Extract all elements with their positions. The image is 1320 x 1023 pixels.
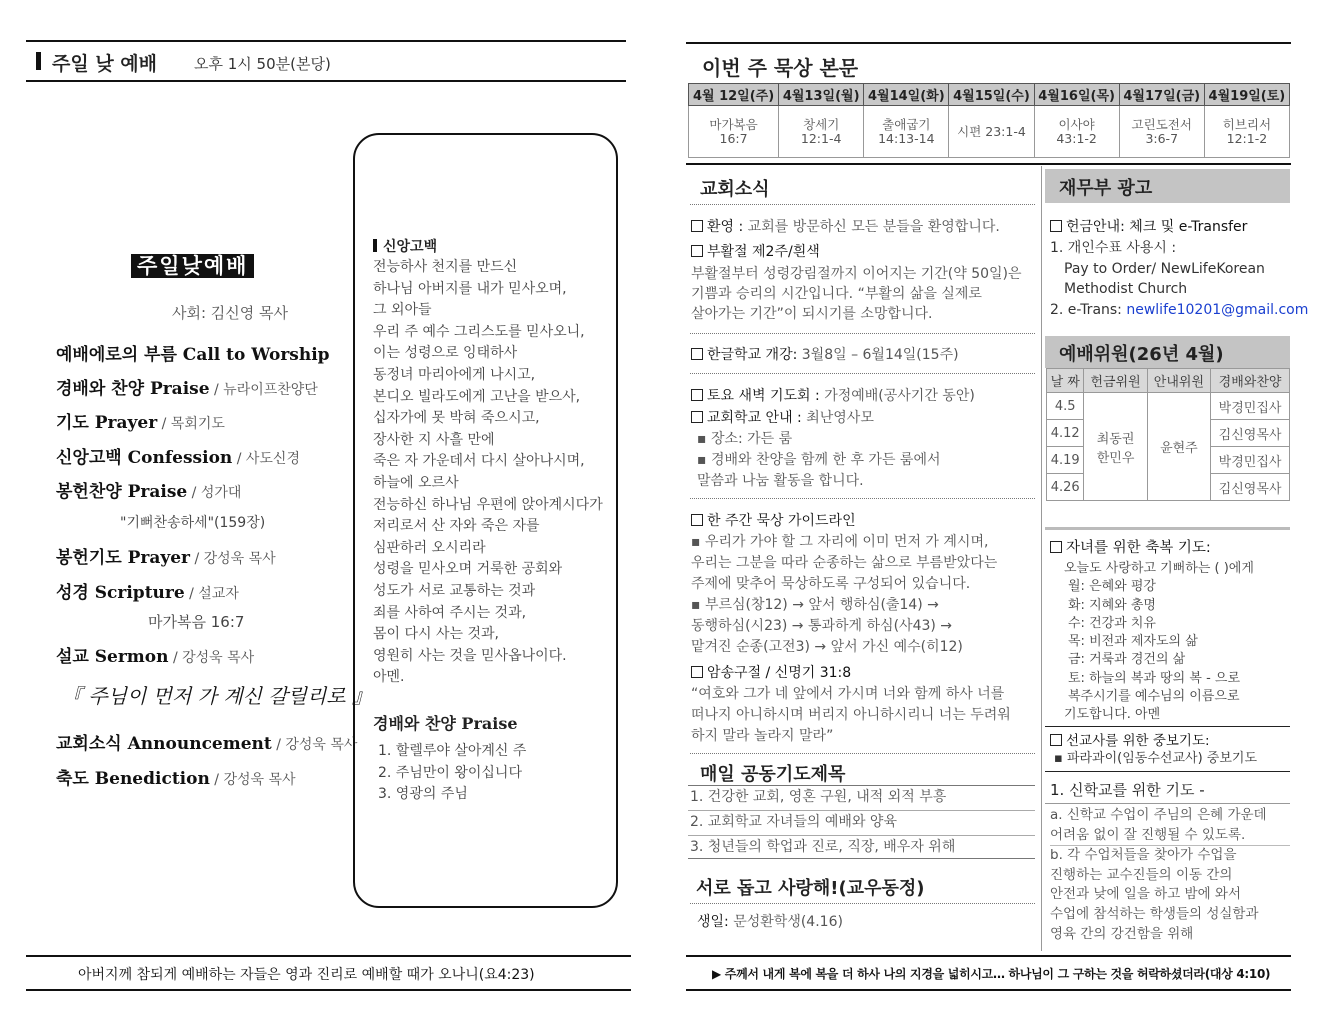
news-church-school: 교회학교 안내 : 최난영사모 [691, 408, 874, 428]
divider [690, 333, 1035, 334]
offering-song: "기뻐찬송하세"(159장) [120, 515, 266, 531]
divider [690, 373, 1035, 374]
seminary-prayer: a. 신학교 수업이 주님의 은혜 가운데 어려움 없이 잘 진행될 수 있도록. b. 각 수업처들을 찾아가 수업을 진행하는 교수진들의 이동 간의 안전과 낮에 일을 하고 밤에 와서 수업에 참석하는 학생들의 성실함과 영육 간의 강건함을 위해 [1050, 806, 1290, 944]
finance-line: Methodist Church [1064, 281, 1188, 297]
table-cell: 4.19 [1047, 447, 1084, 474]
day-header: 4월16일(목) [1034, 84, 1119, 106]
children-title: 자녀를 위한 축복 기도: [1050, 538, 1211, 558]
news-easter-text: 부활절부터 성령강림절까지 이어지는 기간(약 50일)은 기쁨과 승리의 시간입니다. “부활의 삶을 실제로 살아가는 기간”이 되시기를 소망합니다. [691, 266, 1022, 322]
praise-list: 1. 할렐루야 살아계신 주 2. 주님만이 왕이십니다 3. 영광의 주님 [378, 743, 527, 803]
checkbox-icon [691, 514, 703, 526]
finance-title: 재무부 광고 [1059, 178, 1153, 199]
day-ref: 창세기 12:1-4 [779, 106, 864, 158]
praise-heading: 경배와 찬양 Praise [373, 714, 518, 733]
prayer-title: 매일 공동기도제목 [700, 764, 846, 785]
day-ref: 시편 23:1-4 [949, 106, 1034, 158]
right-footer-rule-top [686, 955, 1291, 957]
footer-rule-top [26, 955, 631, 957]
day-ref: 출애굽기 14:13-14 [864, 106, 949, 158]
table-cell: 박경민집사 [1211, 393, 1290, 420]
checkbox-icon [691, 411, 703, 423]
news-guide-heading: 한 주간 묵상 가이드라인 [691, 511, 856, 531]
divider [690, 903, 1035, 904]
left-footer-verse: 아버지께 참되게 예배하는 자들은 영과 진리로 예배할 때가 오나니(요4:23) [78, 967, 535, 983]
heading-bar-icon [373, 239, 377, 252]
page-title: 주일 낮 예배 [52, 53, 157, 75]
checkbox-icon [1050, 220, 1062, 232]
divider [690, 498, 1035, 499]
table-cell: 박경민집사 [1211, 447, 1290, 474]
checkbox-icon [1050, 541, 1062, 553]
day-header: 4월14일(화) [864, 84, 949, 106]
news-school-details: ▪ 장소: 가든 룸 ▪ 경배와 찬양을 함께 한 후 가든 룸에서 말씀과 나눔 활동을 합니다. [697, 431, 941, 489]
seminary-title: 1. 신학교를 위한 기도 - [1050, 781, 1205, 799]
table-header: 안내위원 [1147, 369, 1210, 393]
finance-line: 1. 개인수표 사용시 : [1050, 240, 1177, 256]
checkbox-icon [691, 666, 703, 678]
committee-title: 예배위원(26년 4월) [1059, 344, 1224, 365]
prayer-list [688, 785, 1035, 859]
divider [1045, 771, 1290, 772]
checkbox-icon [1050, 734, 1062, 746]
order-prayer: 기도 Prayer / 목회기도 [56, 413, 225, 433]
day-ref: 마가복음 16:7 [689, 106, 779, 158]
right-top-rule [686, 42, 1291, 44]
news-memory-heading: 암송구절 / 신명기 31:8 [691, 663, 851, 683]
service-host: 사회: 김신영 목사 [172, 304, 289, 322]
order-announcement: 교회소식 Announcement / 강성욱 목사 [56, 734, 358, 754]
table-header: 헌금위원 [1084, 369, 1147, 393]
order-praise: 경배와 찬양 Praise / 뉴라이프찬양단 [56, 379, 318, 399]
birthday-line: 생일: 문성환학생(4.16) [697, 914, 843, 930]
order-call-to-worship: 예배에로의 부름 Call to Worship [56, 345, 330, 365]
divider [1045, 527, 1290, 530]
order-offering-praise: 봉헌찬양 Praise / 성가대 [56, 482, 242, 502]
usher-committee: 윤현주 [1147, 393, 1210, 501]
day-header: 4월13일(월) [779, 84, 864, 106]
divider [1045, 803, 1290, 804]
news-guide-text: ▪ 우리가 가야 할 그 자리에 이미 먼저 가 계시며, 우리는 그분을 따라 순종하는 삶으로 부름받았다는 주제에 맞추어 묵상하도록 구성되어 있습니다. ▪ 부르심(창12) → 앞서 행하심(출14) → 동행하심(시23) → 통과하게 하심(사43) → 맡겨진 순종(고전3) → 앞서 가신 예수(히12) [691, 534, 998, 655]
column-divider [1041, 166, 1042, 951]
scripture-ref: 마가복음 16:7 [148, 613, 245, 631]
day-header: 4월17일(금) [1119, 84, 1204, 106]
checkbox-icon [691, 389, 703, 401]
news-title: 교회소식 [700, 179, 770, 200]
header-bar-icon [36, 52, 41, 70]
news-easter-heading: 부활절 제2주/흰색 [691, 242, 820, 262]
table-header: 날 짜 [1047, 369, 1084, 393]
day-header: 4월19일(토) [1204, 84, 1289, 106]
table-cell: 김신영목사 [1211, 474, 1290, 501]
missionary-title: 선교사를 위한 중보기도: [1050, 732, 1210, 750]
checkbox-icon [691, 220, 703, 232]
creed-text: 전능하사 천지를 만드신 하나님 아버지를 내가 믿사오며, 그 외아들 우리 주 예수 그리스도를 믿사오니, 이는 성령으로 잉태하사 동정녀 마리아에게 나시고, 본디오 빌라도에게 고난을 받으사, 십자가에 못 박혀 죽으시고, 장사한 지 사흘 만에 죽은 자 가운데서 다시 살아나시며, 하늘에 오르사 전능하신 하나님 우편에 앉아계시다가 저리로서 산 자와 죽은 자를 심판하러 오시리라 성령을 믿사오며 거룩한 공회와 성도가 서로 교통하는 것과 죄를 사하여 주시는 것과, 몸이 다시 사는 것과, 영원히 사는 것을 믿사옵나이다. 아멘. [373, 259, 603, 686]
news-welcome: 환영 : 교회를 방문하신 모든 분들을 환영합니다. [691, 217, 1000, 237]
day-header: 4월15일(수) [949, 84, 1034, 106]
committee-table [1046, 368, 1290, 501]
table-cell: 4.26 [1047, 474, 1084, 501]
prayer-item: 3. 청년들의 학업과 진로, 직장, 배우자 위해 [690, 839, 956, 855]
table-header: 경배와찬양 [1211, 369, 1290, 393]
news-memory-verse: “여호와 그가 네 앞에서 가시며 너와 함께 하사 너를 떠나지 아니하시며 버리지 아니하시리니 너는 두려워 하지 말라 놀라지 말라” [691, 686, 1011, 744]
order-scripture: 성경 Scripture / 설교자 [56, 583, 239, 603]
finance-heading: 헌금안내: 체크 및 e-Transfer [1050, 217, 1247, 237]
checkbox-icon [691, 348, 703, 360]
children-prayer: 오늘도 사랑하고 기뻐하는 ( )에게 월: 은혜와 평강 화: 지혜와 총명 수: 건강과 치유 목: 비전과 제자도의 삶 금: 거룩과 경건의 삶 토: 하늘의 복과 땅의 복 - 으로 복주시기를 예수님의 이름으로 기도합니다. 아멘 [1064, 561, 1254, 723]
finance-etransfer: 2. e-Trans: newlife10201@gmail.com [1050, 302, 1309, 318]
creed-heading: 신앙고백 [373, 236, 437, 256]
sermon-title: 『 주님이 먼저 가 계신 갈릴리로 』 [62, 684, 372, 708]
meditation-table [688, 83, 1290, 158]
table-cell: 김신영목사 [1211, 420, 1290, 447]
table-bottom-rule [686, 163, 1291, 165]
header-rule [26, 80, 626, 82]
service-title: 주일낮예배 [131, 254, 254, 278]
divider [690, 753, 1035, 754]
order-benediction: 축도 Benediction / 강성욱 목사 [56, 769, 296, 789]
email-link[interactable]: newlife10201@gmail.com [1126, 302, 1309, 318]
service-time: 오후 1시 50분(본당) [194, 55, 331, 73]
missionary-line: ▪ 파라과이(임동수선교사) 중보기도 [1054, 751, 1258, 766]
news-dawn-prayer: 토요 새벽 기도회 : 가정예배(공사기간 동안) [691, 386, 975, 406]
order-offering-prayer: 봉헌기도 Prayer / 강성욱 목사 [56, 548, 276, 568]
top-rule [26, 40, 626, 42]
meditation-title: 이번 주 묵상 본문 [702, 56, 859, 80]
day-ref: 고린도전서 3:6-7 [1119, 106, 1204, 158]
love-title: 서로 돕고 사랑해!(교우동정) [696, 878, 925, 899]
order-sermon: 설교 Sermon / 강성욱 목사 [56, 647, 255, 667]
news-korean-school: 한글학교 개강: 3월8일 – 6월14일(15주) [691, 345, 959, 365]
divider [690, 204, 1035, 205]
right-footer-verse: ▶ 주께서 내게 복에 복을 더 하사 나의 지경을 넓히시고… 하나님이 그 구하는 것을 허락하셨더라(대상 4:10) [712, 967, 1271, 981]
finance-line: Pay to Order/ NewLifeKorean [1064, 261, 1265, 277]
table-cell: 4.5 [1047, 393, 1084, 420]
prayer-item: 1. 건강한 교회, 영혼 구원, 내적 외적 부흥 [690, 789, 947, 805]
divider [1045, 726, 1290, 727]
day-ref: 히브리서 12:1-2 [1204, 106, 1289, 158]
right-footer-rule-bottom [686, 989, 1291, 991]
offering-committee: 최동권 한민우 [1084, 393, 1147, 501]
prayer-item: 2. 교회학교 자녀들의 예배와 양육 [690, 814, 897, 830]
day-header: 4월 12일(주) [689, 84, 779, 106]
order-confession: 신앙고백 Confession / 사도신경 [56, 448, 300, 468]
table-cell: 4.12 [1047, 420, 1084, 447]
checkbox-icon [691, 245, 703, 257]
footer-rule-bottom [26, 989, 631, 991]
day-ref: 이사야 43:1-2 [1034, 106, 1119, 158]
